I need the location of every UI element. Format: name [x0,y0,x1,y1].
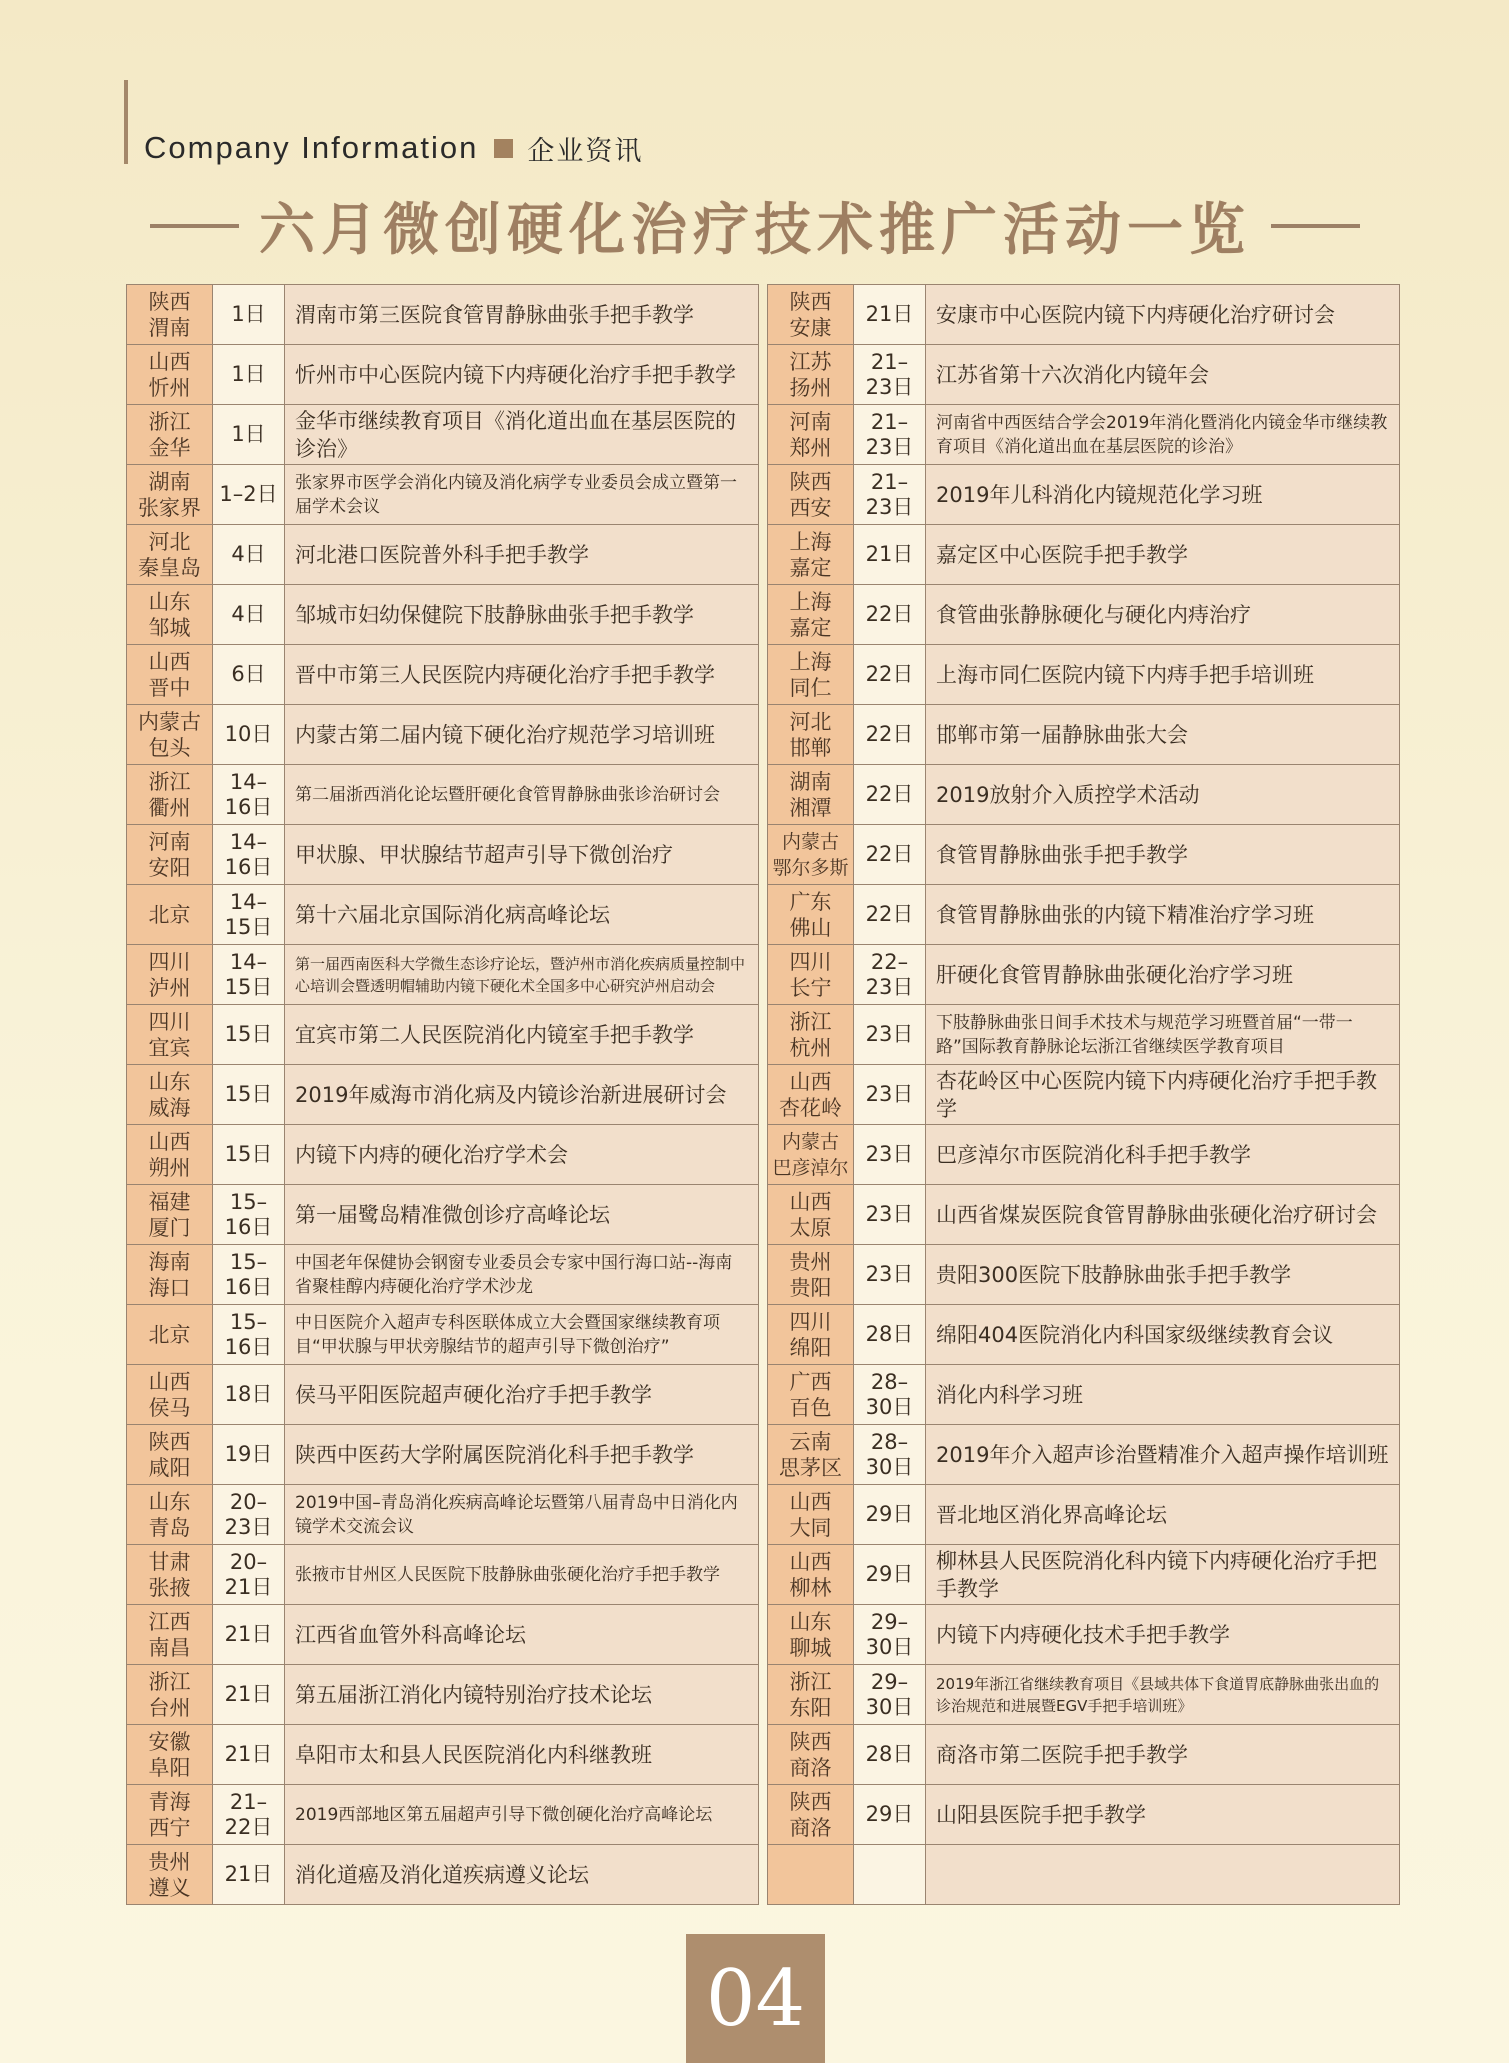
place-cell: 北京 [127,885,213,945]
date-cell: 1日 [213,285,285,345]
table-row [768,1425,1400,1485]
place-cell: 海南 海口 [127,1245,213,1305]
date-cell: 29日 [854,1785,926,1845]
event-cell: 下肢静脉曲张日间手术技术与规范学习班暨首届“一带一路”国际教育静脉论坛浙江省继续医学教育项目 [926,1005,1400,1065]
table-row [768,1065,1400,1125]
date-cell: 29日 [854,1545,926,1605]
date-cell: 23日 [854,1185,926,1245]
place-cell: 内蒙古 鄂尔多斯 [768,825,854,885]
place-cell: 江苏 扬州 [768,345,854,405]
event-cell: 甲状腺、甲状腺结节超声引导下微创治疗 [285,825,759,885]
event-cell: 嘉定区中心医院手把手教学 [926,525,1400,585]
table-row [127,1185,759,1245]
date-cell: 29– 30日 [854,1665,926,1725]
table-row [127,585,759,645]
table-row [127,1665,759,1725]
place-cell: 江西 南昌 [127,1605,213,1665]
activity-table-right [767,284,1400,1905]
page-number-box [686,1934,825,2063]
date-cell: 23日 [854,1245,926,1305]
table-row [127,645,759,705]
event-cell: 江苏省第十六次消化内镜年会 [926,345,1400,405]
table-row [127,705,759,765]
table-row [768,465,1400,525]
event-cell: 晋中市第三人民医院内痔硬化治疗手把手教学 [285,645,759,705]
event-cell: 河北港口医院普外科手把手教学 [285,525,759,585]
event-cell: 张家界市医学会消化内镜及消化病学专业委员会成立暨第一届学术会议 [285,465,759,525]
place-cell: 山东 邹城 [127,585,213,645]
date-cell: 22日 [854,765,926,825]
table-row [127,1245,759,1305]
table-row [127,945,759,1005]
event-cell: 消化内科学习班 [926,1365,1400,1425]
date-cell: 21日 [854,285,926,345]
place-cell: 四川 宜宾 [127,1005,213,1065]
place-cell: 青海 西宁 [127,1785,213,1845]
table-row [127,285,759,345]
table-row [127,1125,759,1185]
table-row [127,1545,759,1605]
table-row [127,1845,759,1905]
event-cell: 食管胃静脉曲张手把手教学 [926,825,1400,885]
date-cell: 6日 [213,645,285,705]
event-cell: 第二届浙西消化论坛暨肝硬化食管胃静脉曲张诊治研讨会 [285,765,759,825]
event-cell: 河南省中西医结合学会2019年消化暨消化内镜金华市继续教育项目《消化道出血在基层医院的诊治》 [926,405,1400,465]
date-cell: 14– 16日 [213,825,285,885]
place-cell: 浙江 金华 [127,405,213,465]
title-text: 六月微创硬化治疗技术推广活动一览 [259,197,1251,263]
event-cell: 上海市同仁医院内镜下内痔手把手培训班 [926,645,1400,705]
place-cell: 陕西 安康 [768,285,854,345]
event-cell: 2019中国–青岛消化疾病高峰论坛暨第八届青岛中日消化内镜学术交流会议 [285,1485,759,1545]
table-row [768,1005,1400,1065]
event-cell: 陕西中医药大学附属医院消化科手把手教学 [285,1425,759,1485]
date-cell: 15– 16日 [213,1305,285,1365]
date-cell: 1日 [213,345,285,405]
place-cell: 甘肃 张掖 [127,1545,213,1605]
date-cell: 15日 [213,1125,285,1185]
date-cell: 22日 [854,705,926,765]
place-cell: 山西 朔州 [127,1125,213,1185]
date-cell: 23日 [854,1065,926,1125]
event-cell: 阜阳市太和县人民医院消化内科继教班 [285,1725,759,1785]
place-cell: 北京 [127,1305,213,1365]
header-accent-bar [124,80,128,164]
event-cell: 邯郸市第一届静脉曲张大会 [926,705,1400,765]
date-cell: 28– 30日 [854,1365,926,1425]
event-cell: 山西省煤炭医院食管胃静脉曲张硬化治疗研讨会 [926,1185,1400,1245]
table-row [768,1845,1400,1905]
table-row [768,765,1400,825]
event-cell: 邹城市妇幼保健院下肢静脉曲张手把手教学 [285,585,759,645]
place-cell: 河北 邯郸 [768,705,854,765]
table-row [768,1725,1400,1785]
date-cell: 21– 22日 [213,1785,285,1845]
table-row [768,585,1400,645]
table-row [768,1125,1400,1185]
table-row [768,1245,1400,1305]
table-row [127,1305,759,1365]
date-cell: 4日 [213,525,285,585]
place-cell: 湖南 湘潭 [768,765,854,825]
event-cell: 杏花岭区中心医院内镜下内痔硬化治疗手把手教学 [926,1065,1400,1125]
event-cell: 肝硬化食管胃静脉曲张硬化治疗学习班 [926,945,1400,1005]
place-cell: 山西 侯马 [127,1365,213,1425]
page-number: 04 [705,1953,806,2044]
date-cell: 23日 [854,1005,926,1065]
table-row [127,525,759,585]
table-row [768,1365,1400,1425]
place-cell: 浙江 衢州 [127,765,213,825]
section-header [144,128,643,168]
event-cell: 贵阳300医院下肢静脉曲张手把手教学 [926,1245,1400,1305]
place-cell: 山东 青岛 [127,1485,213,1545]
table-row [127,1425,759,1485]
date-cell: 1–2日 [213,465,285,525]
event-cell: 2019西部地区第五届超声引导下微创硬化治疗高峰论坛 [285,1785,759,1845]
date-cell: 22日 [854,645,926,705]
date-cell: 20– 21日 [213,1545,285,1605]
event-cell: 宜宾市第二人民医院消化内镜室手把手教学 [285,1005,759,1065]
place-cell: 福建 厦门 [127,1185,213,1245]
place-cell: 山东 威海 [127,1065,213,1125]
table-row [768,945,1400,1005]
date-cell: 28– 30日 [854,1425,926,1485]
event-cell: 山阳县医院手把手教学 [926,1785,1400,1845]
event-cell: 张掖市甘州区人民医院下肢静脉曲张硬化治疗手把手教学 [285,1545,759,1605]
place-cell: 陕西 西安 [768,465,854,525]
event-cell: 忻州市中心医院内镜下内痔硬化治疗手把手教学 [285,345,759,405]
event-cell: 金华市继续教育项目《消化道出血在基层医院的诊治》 [285,405,759,465]
event-cell: 中日医院介入超声专科医联体成立大会暨国家继续教育项目“甲状腺与甲状旁腺结节的超声引导下微创治疗” [285,1305,759,1365]
header-english: Company Information [144,130,479,165]
table-row [127,1785,759,1845]
table-row [127,345,759,405]
date-cell: 10日 [213,705,285,765]
table-row [768,405,1400,465]
place-cell: 陕西 咸阳 [127,1425,213,1485]
event-cell: 2019年浙江省继续教育项目《县域共体下食道胃底静脉曲张出血的诊治规范和进展暨EGV手把手培训班》 [926,1665,1400,1725]
place-cell: 河南 郑州 [768,405,854,465]
table-row [768,885,1400,945]
event-cell: 第一届西南医科大学微生态诊疗论坛，暨泸州市消化疾病质量控制中心培训会暨透明帽辅助内镜下硬化术全国多中心研究泸州启动会 [285,945,759,1005]
date-cell: 1日 [213,405,285,465]
event-cell: 商洛市第二医院手把手教学 [926,1725,1400,1785]
place-cell: 山西 大同 [768,1485,854,1545]
table-row [768,525,1400,585]
table-row [127,465,759,525]
date-cell: 15– 16日 [213,1185,285,1245]
header-chinese: 企业资讯 [527,135,644,167]
place-cell: 内蒙古 包头 [127,705,213,765]
date-cell: 14– 16日 [213,765,285,825]
date-cell: 29日 [854,1485,926,1545]
table-row [127,1005,759,1065]
date-cell: 19日 [213,1425,285,1485]
table-row [127,1065,759,1125]
event-cell: 2019放射介入质控学术活动 [926,765,1400,825]
place-cell: 浙江 东阳 [768,1665,854,1725]
event-cell: 第一届鹭岛精准微创诊疗高峰论坛 [285,1185,759,1245]
table-row [127,405,759,465]
table-row [768,1305,1400,1365]
date-cell: 14– 15日 [213,945,285,1005]
place-cell: 四川 泸州 [127,945,213,1005]
header-square-icon [494,139,513,158]
event-cell: 食管胃静脉曲张的内镜下精准治疗学习班 [926,885,1400,945]
event-cell: 巴彦淖尔市医院消化科手把手教学 [926,1125,1400,1185]
event-cell: 食管曲张静脉硬化与硬化内痔治疗 [926,585,1400,645]
table-row [768,345,1400,405]
place-cell: 陕西 商洛 [768,1785,854,1845]
date-cell: 22日 [854,825,926,885]
date-cell: 21日 [213,1605,285,1665]
place-cell: 云南 思茅区 [768,1425,854,1485]
place-cell: 山西 忻州 [127,345,213,405]
table-row [768,1665,1400,1725]
event-cell: 2019年介入超声诊治暨精准介入超声操作培训班 [926,1425,1400,1485]
place-cell: 河北 秦皇岛 [127,525,213,585]
place-cell [768,1845,854,1905]
date-cell: 23日 [854,1125,926,1185]
event-cell: 2019年儿科消化内镜规范化学习班 [926,465,1400,525]
date-cell: 21– 23日 [854,405,926,465]
event-cell: 第十六届北京国际消化病高峰论坛 [285,885,759,945]
place-cell: 四川 长宁 [768,945,854,1005]
place-cell: 山西 杏花岭 [768,1065,854,1125]
date-cell: 22日 [854,585,926,645]
date-cell: 28日 [854,1305,926,1365]
place-cell: 山西 柳林 [768,1545,854,1605]
event-cell: 内镜下内痔硬化技术手把手教学 [926,1605,1400,1665]
title-left-rule [150,224,239,228]
date-cell: 15日 [213,1065,285,1125]
date-cell: 18日 [213,1365,285,1425]
event-cell: 内镜下内痔的硬化治疗学术会 [285,1125,759,1185]
place-cell: 广东 佛山 [768,885,854,945]
place-cell: 上海 同仁 [768,645,854,705]
event-cell: 第五届浙江消化内镜特别治疗技术论坛 [285,1665,759,1725]
date-cell: 20– 23日 [213,1485,285,1545]
date-cell: 22– 23日 [854,945,926,1005]
table-row [127,1485,759,1545]
date-cell: 15– 16日 [213,1245,285,1305]
event-cell: 柳林县人民医院消化科内镜下内痔硬化治疗手把手教学 [926,1545,1400,1605]
date-cell: 21日 [213,1845,285,1905]
place-cell: 贵州 贵阳 [768,1245,854,1305]
place-cell: 河南 安阳 [127,825,213,885]
table-row [127,1365,759,1425]
date-cell: 21日 [213,1725,285,1785]
table-row [127,765,759,825]
table-row [768,1545,1400,1605]
place-cell: 四川 绵阳 [768,1305,854,1365]
place-cell: 上海 嘉定 [768,585,854,645]
place-cell: 安徽 阜阳 [127,1725,213,1785]
activity-table-left [126,284,759,1905]
table-row [127,1605,759,1665]
event-cell: 侯马平阳医院超声硬化治疗手把手教学 [285,1365,759,1425]
place-cell: 湖南 张家界 [127,465,213,525]
date-cell: 22日 [854,885,926,945]
event-cell: 安康市中心医院内镜下内痔硬化治疗研讨会 [926,285,1400,345]
place-cell: 内蒙古 巴彦淖尔 [768,1125,854,1185]
table-row [768,1605,1400,1665]
date-cell: 21日 [213,1665,285,1725]
event-cell: 内蒙古第二届内镜下硬化治疗规范学习培训班 [285,705,759,765]
event-cell [926,1845,1400,1905]
page-title [150,186,1360,266]
date-cell [854,1845,926,1905]
date-cell: 28日 [854,1725,926,1785]
place-cell: 山西 太原 [768,1185,854,1245]
table-row [768,1185,1400,1245]
table-row [768,1485,1400,1545]
event-cell: 绵阳404医院消化内科国家级继续教育会议 [926,1305,1400,1365]
date-cell: 21– 23日 [854,465,926,525]
table-row [127,1725,759,1785]
date-cell: 14– 15日 [213,885,285,945]
table-row [127,825,759,885]
title-right-rule [1271,224,1360,228]
event-cell: 2019年威海市消化病及内镜诊治新进展研讨会 [285,1065,759,1125]
place-cell: 山西 晋中 [127,645,213,705]
table-row [768,645,1400,705]
place-cell: 广西 百色 [768,1365,854,1425]
date-cell: 29– 30日 [854,1605,926,1665]
event-cell: 晋北地区消化界高峰论坛 [926,1485,1400,1545]
table-row [768,705,1400,765]
event-cell: 消化道癌及消化道疾病遵义论坛 [285,1845,759,1905]
table-row [127,885,759,945]
date-cell: 21– 23日 [854,345,926,405]
place-cell: 陕西 商洛 [768,1725,854,1785]
place-cell: 上海 嘉定 [768,525,854,585]
place-cell: 陕西 渭南 [127,285,213,345]
table-row [768,825,1400,885]
place-cell: 山东 聊城 [768,1605,854,1665]
table-row [768,1785,1400,1845]
event-cell: 江西省血管外科高峰论坛 [285,1605,759,1665]
date-cell: 21日 [854,525,926,585]
place-cell: 贵州 遵义 [127,1845,213,1905]
table-row [768,285,1400,345]
date-cell: 15日 [213,1005,285,1065]
place-cell: 浙江 杭州 [768,1005,854,1065]
event-cell: 渭南市第三医院食管胃静脉曲张手把手教学 [285,285,759,345]
event-cell: 中国老年保健协会钢窗专业委员会专家中国行海口站--海南省聚桂醇内痔硬化治疗学术沙龙 [285,1245,759,1305]
place-cell: 浙江 台州 [127,1665,213,1725]
date-cell: 4日 [213,585,285,645]
